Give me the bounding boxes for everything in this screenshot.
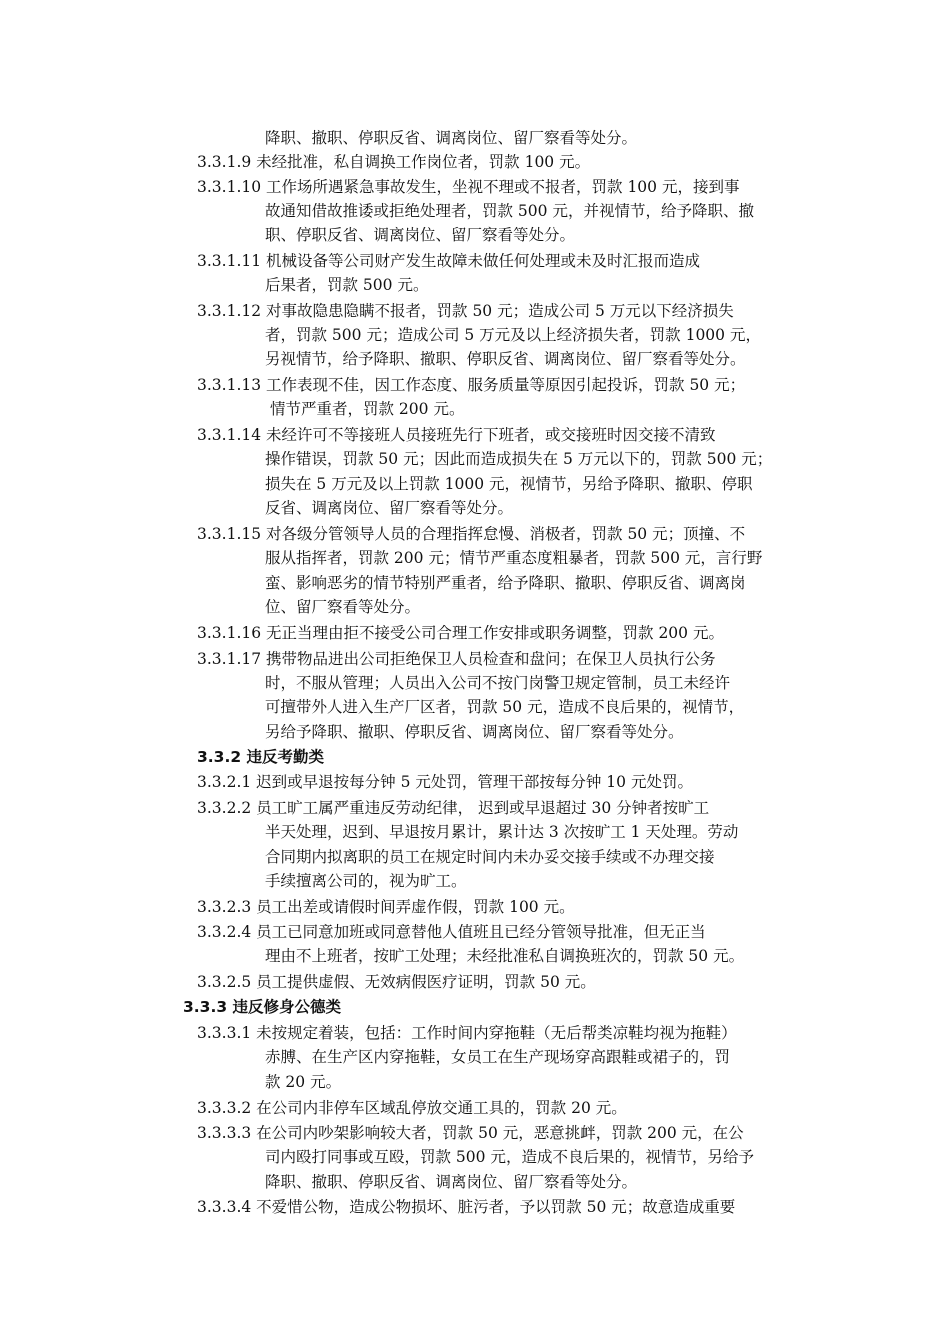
text-line: 司内殴打同事或互殴，罚款 500 元，造成不良后果的，视情节，另给予	[265, 1148, 754, 1166]
text-line: 3.3.2.1 迟到或早退按每分钟 5 元处罚，管理干部按每分钟 10 元处罚。	[197, 773, 693, 791]
text-line: 手续擅离公司的，视为旷工。	[265, 872, 467, 890]
text-line: 反省、调离岗位、留厂察看等处分。	[265, 499, 514, 517]
section-heading: 3.3.2 违反考勤类	[197, 748, 325, 766]
text-line: 3.3.1.11 机械设备等公司财产发生故障未做任何处理或未及时汇报而造成	[197, 252, 701, 270]
text-line: 服从指挥者，罚款 200 元；情节严重态度粗暴者，罚款 500 元，言行野	[265, 549, 763, 567]
section-heading: 3.3.3 违反修身公德类	[183, 998, 342, 1016]
text-line: 降职、撤职、停职反省、调离岗位、留厂察看等处分。	[265, 1173, 638, 1191]
text-line: 情节严重者，罚款 200 元。	[270, 400, 465, 418]
text-line: 3.3.3.2 在公司内非停车区域乱停放交通工具的，罚款 20 元。	[197, 1099, 627, 1117]
text-line: 蛮、影响恶劣的情节特别严重者，给予降职、撤职、停职反省、调离岗	[265, 574, 746, 592]
text-line: 3.3.2.4 员工已同意加班或同意替他人值班且已经分管领导批准，但无正当	[197, 923, 706, 941]
text-line: 后果者，罚款 500 元。	[265, 276, 429, 294]
text-line: 3.3.1.16 无正当理由拒不接受公司合理工作安排或职务调整，罚款 200 元。	[197, 624, 724, 642]
text-line: 3.3.1.14 未经许可不等接班人员接班先行下班者，或交接班时因交接不清致	[197, 426, 716, 444]
text-line: 另给予降职、撤职、停职反省、调离岗位、留厂察看等处分。	[265, 723, 684, 741]
text-line: 时，不服从管理；人员出入公司不按门岗警卫规定管制，员工未经许	[265, 674, 731, 692]
text-line: 3.3.1.9 未经批准，私自调换工作岗位者，罚款 100 元。	[197, 153, 591, 171]
text-line: 合同期内拟离职的员工在规定时间内未办妥交接手续或不办理交接	[265, 848, 715, 866]
text-line: 3.3.2.2 员工旷工属严重违反劳动纪律， 迟到或早退超过 30 分钟者按旷工	[197, 799, 710, 817]
text-line: 3.3.3.4 不爱惜公物，造成公物损坏、脏污者，予以罚款 50 元；故意造成重要	[197, 1198, 736, 1216]
text-line: 3.3.3.3 在公司内吵架影响较大者，罚款 50 元，恶意挑衅，罚款 200 元，在公	[197, 1124, 744, 1142]
text-line: 故通知借故推诿或拒绝处理者，罚款 500 元，并视情节，给予降职、撤	[265, 202, 754, 220]
text-line: 操作错误，罚款 50 元；因此而造成损失在 5 万元以下的，罚款 500 元；	[265, 450, 773, 468]
text-line: 损失在 5 万元及以上罚款 1000 元，视情节，另给予降职、撤职、停职	[265, 475, 753, 493]
text-line: 3.3.1.12 对事故隐患隐瞒不报者，罚款 50 元；造成公司 5 万元以下经济损失	[197, 302, 734, 320]
text-line: 职、停职反省、调离岗位、留厂察看等处分。	[265, 226, 576, 244]
text-line: 款 20 元。	[265, 1073, 342, 1091]
text-line: 理由不上班者，按旷工处理；未经批准私自调换班次的，罚款 50 元。	[265, 947, 745, 965]
text-line: 半天处理，迟到、早退按月累计，累计达 3 次按旷工 1 天处理。劳动	[265, 823, 739, 841]
text-line: 3.3.1.17 携带物品进出公司拒绝保卫人员检查和盘问；在保卫人员执行公务	[197, 650, 716, 668]
text-line: 3.3.1.15 对各级分管领导人员的合理指挥怠慢、消极者，罚款 50 元；顶撞、不	[197, 525, 746, 543]
text-line: 赤膊、在生产区内穿拖鞋，女员工在生产现场穿高跟鞋或裙子的，罚	[265, 1048, 731, 1066]
text-line: 另视情节，给予降职、撤职、停职反省、调离岗位、留厂察看等处分。	[265, 350, 746, 368]
text-line: 者，罚款 500 元；造成公司 5 万元及以上经济损失者，罚款 1000 元，	[265, 326, 761, 344]
text-line: 3.3.1.10 工作场所遇紧急事故发生，坐视不理或不报者，罚款 100 元，接到事	[197, 178, 740, 196]
text-line: 3.3.3.1 未按规定着装，包括：工作时间内穿拖鞋（无后帮类凉鞋均视为拖鞋）	[197, 1024, 737, 1042]
text-line: 位、留厂察看等处分。	[265, 598, 421, 616]
text-line: 降职、撤职、停职反省、调离岗位、留厂察看等处分。	[265, 129, 638, 147]
text-line: 可擅带外人进入生产厂区者，罚款 50 元，造成不良后果的，视情节，	[265, 698, 745, 716]
text-line: 3.3.2.5 员工提供虚假、无效病假医疗证明，罚款 50 元。	[197, 973, 596, 991]
text-line: 3.3.2.3 员工出差或请假时间弄虚作假，罚款 100 元。	[197, 898, 575, 916]
text-line: 3.3.1.13 工作表现不佳，因工作态度、服务质量等原因引起投诉，罚款 50 元；	[197, 376, 746, 394]
